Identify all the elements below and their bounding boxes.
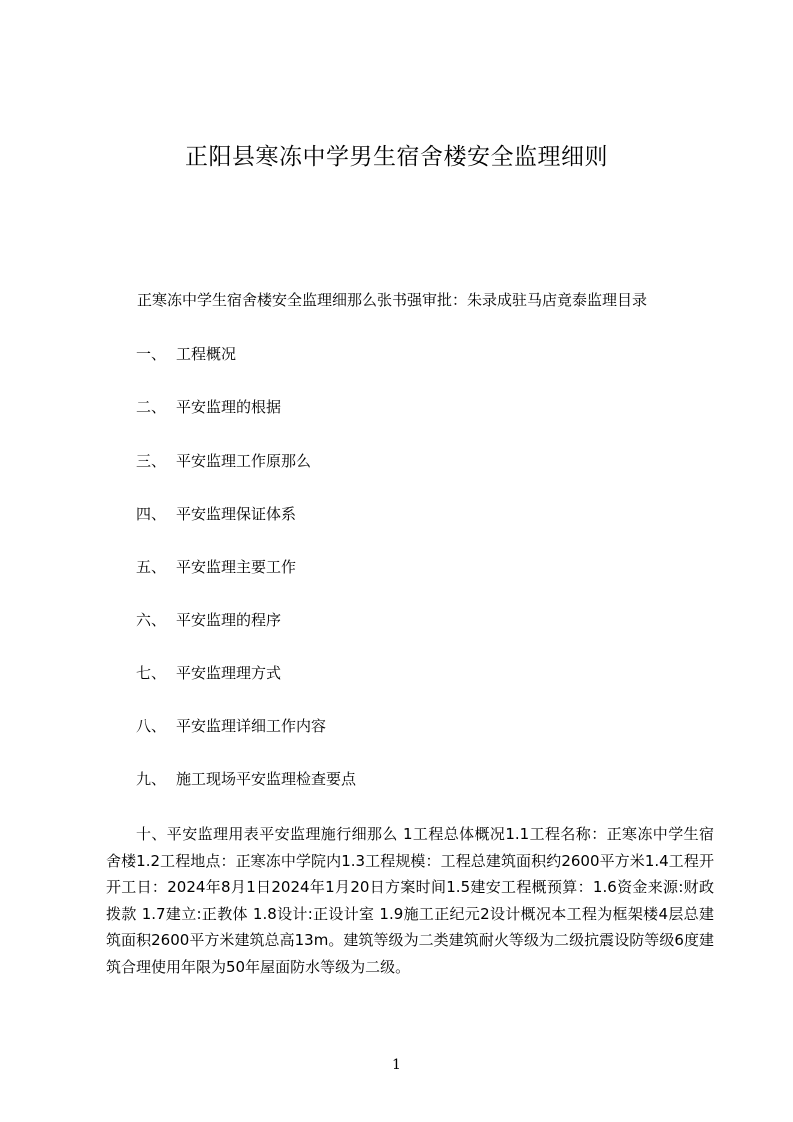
toc-item-label: 平安监理的程序 (176, 611, 282, 629)
toc-item-label: 平安监理的根据 (176, 398, 282, 416)
toc-item (136, 396, 281, 418)
toc-item-number: 四、 (136, 505, 167, 523)
toc-item-label: 施工现场平安监理检查要点 (176, 770, 357, 788)
toc-item (136, 343, 236, 365)
toc-item-label: 平安监理工作原那么 (176, 452, 312, 470)
toc-item-number: 五、 (136, 558, 167, 576)
toc-item-number: 一、 (136, 345, 167, 363)
toc-item-number: 九、 (136, 770, 167, 788)
toc-item-number: 八、 (136, 717, 167, 735)
toc-item-number: 二、 (136, 398, 167, 416)
toc-item (136, 662, 281, 684)
toc-item (136, 450, 311, 472)
document-title: 正阳县寒冻中学男生宿舍楼安全监理细则 (185, 144, 608, 170)
toc-item-label: 平安监理保证体系 (176, 505, 297, 523)
toc-item-label: 平安监理详细工作内容 (176, 717, 327, 735)
body-paragraph: 十、平安监理用表平安监理施行细那么 1工程总体概况1.1工程名称：正寒冻中学生宿舍楼1.2工程地点：正寒冻中学院内1.3工程规模：工程总建筑面积约2600平方米1.4工程开开工日：2024年8月1日2024年1月20日方案时间1.5建安工程概预算：1.6资金来源:财政拨款 1.7建立:正教体 1.8设计:正设计室 1.9施工正纪元2设计概况本工程为框架楼4层总建筑面积2600平方米建筑总高13m。建筑等级为二类建筑耐火等级为二级抗震设防等级6度建筑合理使用年限为50年屋面防水等级为二级。 (106, 825, 714, 976)
toc-item (136, 503, 296, 525)
toc-item-number: 三、 (136, 452, 167, 470)
toc-item-label: 平安监理理方式 (176, 664, 282, 682)
toc-item-label: 工程概况 (176, 345, 237, 363)
toc-item (136, 609, 281, 631)
toc-item-number: 七、 (136, 664, 167, 682)
toc-item-number: 六、 (136, 611, 167, 629)
toc-item (136, 715, 326, 737)
intro-line: 正寒冻中学生宿舍楼安全监理细那么张书强审批：朱录成驻马店竟泰监理目录 (137, 291, 648, 309)
page-number: 1 (392, 1057, 401, 1073)
toc-item (136, 556, 296, 578)
toc-item (136, 768, 356, 790)
toc-item-label: 平安监理主要工作 (176, 558, 297, 576)
